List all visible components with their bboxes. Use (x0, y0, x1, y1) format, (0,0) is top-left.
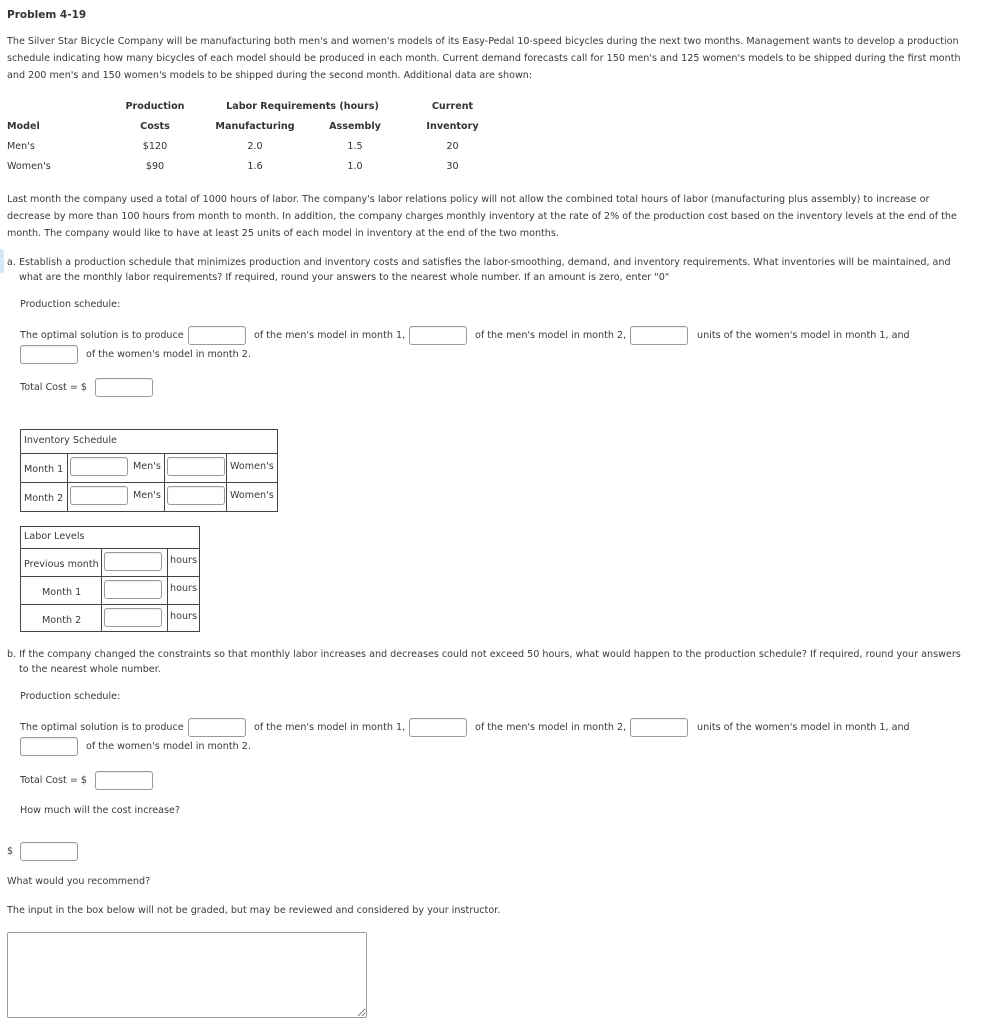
part-b-women-month2-suffix: of the women's model in month 2. (86, 741, 251, 752)
inventory-month2-label: Month 2 (24, 493, 64, 504)
inventory-month1-label: Month 1 (24, 464, 64, 475)
labor-month2-label: Month 2 (42, 615, 82, 626)
row-assembly: 1.5 (347, 141, 363, 152)
inventory-schedule-title: Inventory Schedule (24, 435, 117, 446)
divider (20, 604, 200, 605)
inventory-month1-mens-input[interactable] (70, 457, 128, 476)
labor-levels-title: Labor Levels (24, 531, 85, 542)
part-b-women-month2-input[interactable] (20, 737, 78, 756)
part-a-men-month2-suffix: of the men's model in month 2, (475, 330, 627, 341)
part-a-optimal-prefix: The optimal solution is to produce (20, 330, 184, 341)
row-inventory: 30 (446, 161, 459, 172)
intro-line: The Silver Star Bicycle Company will be manufacturing both men's and women's models of its Easy-Pedal 10-speed bicycles during the next two months. Management wants to develop a production (7, 36, 959, 47)
question-marker (0, 249, 4, 273)
divider (20, 482, 278, 483)
header-inventory: Inventory (426, 121, 479, 132)
header-model: Model (7, 121, 40, 132)
part-b-women-month1-input[interactable] (630, 718, 688, 737)
problem-title: Problem 4-19 (7, 9, 87, 21)
cost-increase-dollar: $ (7, 846, 14, 857)
intro-paragraph (7, 33, 975, 84)
header-labor-requirements: Labor Requirements (hours) (226, 101, 379, 112)
ungraded-note: The input in the box below will not be graded, but may be reviewed and considered by your instructor. (7, 905, 501, 916)
header-assembly: Assembly (329, 121, 381, 132)
inventory-womens-label: Women's (230, 490, 274, 501)
intro-line: and 200 men's and 150 women's models to be shipped during the second month. Additional data are shown: (7, 70, 533, 81)
divider (226, 453, 227, 512)
part-b-schedule-label: Production schedule: (20, 691, 121, 702)
part-b-question (7, 647, 982, 677)
header-manufacturing: Manufacturing (215, 121, 295, 132)
part-a-men-month2-input[interactable] (409, 326, 467, 345)
part-a-question (7, 255, 972, 285)
recommendation-textarea[interactable] (7, 932, 367, 1018)
inventory-month2-womens-input[interactable] (167, 486, 225, 505)
row-manufacturing: 2.0 (247, 141, 263, 152)
labor-hours-unit: hours (170, 611, 197, 622)
header-current: Current (431, 101, 474, 112)
labor-month1-input[interactable] (104, 580, 162, 599)
part-a-women-month2-input[interactable] (20, 345, 78, 364)
divider (101, 548, 102, 632)
part-a-women-month1-input[interactable] (630, 326, 688, 345)
part-a-question-line: a. Establish a production schedule that minimizes production and inventory costs and satisfies the labor-smoothing, demand, and inventory requirements. What inventories will be maintained, and (7, 257, 951, 268)
row-assembly: 1.0 (347, 161, 363, 172)
policy-line: Last month the company used a total of 1000 hours of labor. The company's labor relations policy will not allow the combined total hours of labor (manufacturing plus assembly) to increase or (7, 194, 930, 205)
part-b-men-month2-suffix: of the men's model in month 2, (475, 722, 627, 733)
policy-line: month. The company would like to have at least 25 units of each model in inventory at the end of the two months. (7, 228, 559, 239)
part-b-total-cost-label: Total Cost = $ (20, 775, 88, 786)
labor-previous-label: Previous month (24, 559, 99, 570)
row-cost: $120 (142, 141, 168, 152)
inventory-mens-label: Men's (133, 490, 161, 501)
part-a-total-cost-input[interactable] (95, 378, 153, 397)
divider (167, 548, 168, 632)
inventory-womens-label: Women's (230, 461, 274, 472)
recommend-question: What would you recommend? (7, 876, 151, 887)
inventory-month1-womens-input[interactable] (167, 457, 225, 476)
intro-line: schedule indicating how many bicycles of each model should be produced in each month. Current demand forecasts call for 150 men's and 125 women's models to be shipped during the first month (7, 53, 961, 64)
part-a-schedule-label: Production schedule: (20, 299, 121, 310)
part-a-men-month1-suffix: of the men's model in month 1, (254, 330, 406, 341)
labor-previous-input[interactable] (104, 552, 162, 571)
cost-increase-input[interactable] (20, 842, 78, 861)
part-a-total-cost-label: Total Cost = $ (20, 382, 88, 393)
header-production: Production (125, 101, 185, 112)
policy-line: decrease by more than 100 hours from month to month. In addition, the company charges monthly inventory at the rate of 2% of the production cost based on the inventory levels at the end of the (7, 211, 957, 222)
part-b-question-line: b. If the company changed the constraints so that monthly labor increases and decreases could not exceed 50 hours, what would happen to the production schedule? If required, round your answers (7, 649, 961, 660)
policy-paragraph (7, 191, 975, 242)
row-inventory: 20 (446, 141, 459, 152)
part-b-men-month1-suffix: of the men's model in month 1, (254, 722, 406, 733)
part-a-question-line: what are the monthly labor requirements? If required, round your answers to the nearest whole number. If an amount is zero, enter "0" (19, 272, 670, 283)
part-a-women-month1-suffix: units of the women's model in month 1, and (697, 330, 910, 341)
inventory-mens-label: Men's (133, 461, 161, 472)
divider (20, 576, 200, 577)
cost-increase-question: How much will the cost increase? (20, 805, 180, 816)
header-costs: Costs (140, 121, 170, 132)
inventory-month2-mens-input[interactable] (70, 486, 128, 505)
divider (164, 453, 165, 512)
row-model: Women's (7, 161, 51, 172)
labor-month1-label: Month 1 (42, 587, 82, 598)
part-a-men-month1-input[interactable] (188, 326, 246, 345)
part-b-optimal-prefix: The optimal solution is to produce (20, 722, 184, 733)
labor-hours-unit: hours (170, 583, 197, 594)
part-b-men-month2-input[interactable] (409, 718, 467, 737)
labor-hours-unit: hours (170, 555, 197, 566)
part-a-women-month2-suffix: of the women's model in month 2. (86, 349, 251, 360)
divider (67, 453, 68, 512)
divider (20, 453, 278, 454)
row-cost: $90 (145, 161, 165, 172)
labor-month2-input[interactable] (104, 608, 162, 627)
part-b-question-line: to the nearest whole number. (19, 664, 161, 675)
part-b-men-month1-input[interactable] (188, 718, 246, 737)
part-b-women-month1-suffix: units of the women's model in month 1, and (697, 722, 910, 733)
row-model: Men's (7, 141, 35, 152)
part-b-total-cost-input[interactable] (95, 771, 153, 790)
divider (20, 548, 200, 549)
row-manufacturing: 1.6 (247, 161, 263, 172)
